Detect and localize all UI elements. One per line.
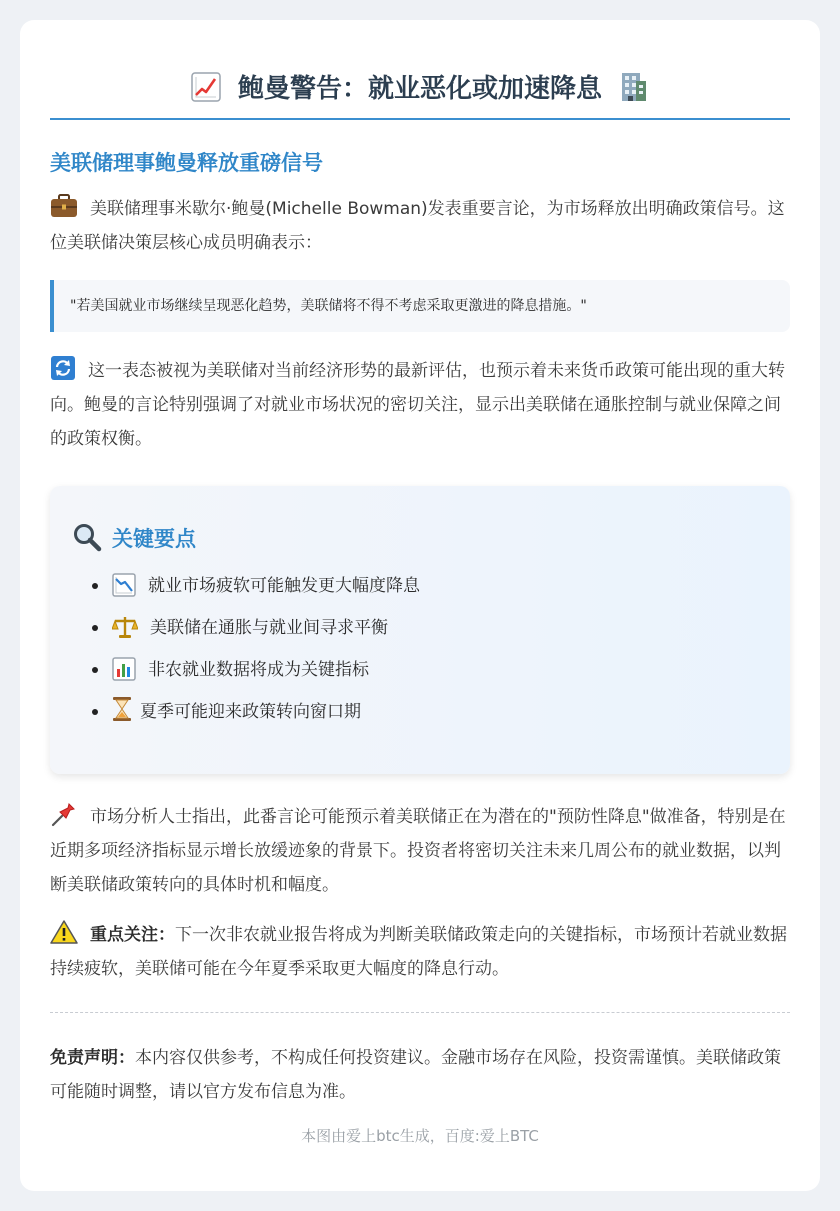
- warning-icon: [50, 919, 78, 945]
- page-title-text: 鲍曼警告：就业恶化或加速降息: [237, 74, 602, 104]
- key-points-title: 关键要点: [112, 527, 196, 551]
- market-paragraph: [50, 800, 790, 902]
- key-points-heading: [72, 524, 768, 555]
- quote-block: "若美国就业市场继续呈现恶化趋势，美联储将不得不考虑采取更激进的降息措施。": [50, 280, 790, 332]
- analysis-text: 这一表态被视为美联储对当前经济形势的最新评估，也预示着未来货币政策可能出现的重大转向。鲍曼的言论特别强调了对就业市场状况的密切关注，显示出美联储在通胀控制与就业保障之间的政策权衡。: [50, 361, 785, 449]
- key-point-item: [90, 607, 768, 649]
- key-point-item: [90, 565, 768, 607]
- key-point-text: 夏季可能迎来政策转向窗口期: [140, 702, 361, 722]
- disclaimer-paragraph: [50, 1041, 790, 1109]
- magnifier-icon: [72, 522, 102, 552]
- section-heading: 美联储理事鲍曼释放重磅信号: [50, 151, 323, 175]
- key-points-box: [50, 486, 790, 774]
- disclaimer-label: 免责声明：: [50, 1048, 135, 1068]
- chart-increasing-icon: [191, 72, 221, 102]
- briefcase-icon: [50, 194, 78, 218]
- office-building-icon: [619, 71, 649, 103]
- article-card: [20, 20, 820, 1191]
- key-point-text: 非农就业数据将成为关键指标: [148, 660, 369, 680]
- page-title: [50, 72, 790, 120]
- intro-paragraph: [50, 192, 790, 260]
- disclaimer-text: 本内容仅供参考，不构成任何投资建议。金融市场存在风险，投资需谨慎。美联储政策可能随时调整，请以官方发布信息为准。: [50, 1048, 781, 1102]
- footer-credit: 本图由爱上btc生成，百度:爱上BTC: [301, 1127, 539, 1145]
- focus-label: 重点关注：: [90, 925, 175, 945]
- key-point-text: 美联储在通胀与就业间寻求平衡: [150, 618, 388, 638]
- intro-text: 美联储理事米歇尔·鲍曼(Michelle Bowman)发表重要言论，为市场释放出明确政策信号。这位美联储决策层核心成员明确表示：: [50, 199, 785, 253]
- divider: [50, 1012, 790, 1013]
- arrows-cycle-icon: [50, 355, 76, 381]
- hourglass-icon: [112, 696, 132, 722]
- key-point-text: 就业市场疲软可能触发更大幅度降息: [148, 576, 420, 596]
- focus-text: 下一次非农就业报告将成为判断美联储政策走向的关键指标，市场预计若就业数据持续疲软，美联储可能在今年夏季采取更大幅度的降息行动。: [50, 925, 787, 979]
- bar-chart-icon: [112, 655, 136, 679]
- pushpin-icon: [50, 800, 78, 828]
- key-point-item: [90, 649, 768, 691]
- key-points-list: [72, 565, 768, 733]
- analysis-paragraph: [50, 354, 790, 456]
- focus-paragraph: [50, 918, 790, 986]
- market-text: 市场分析人士指出，此番言论可能预示着美联储正在为潜在的"预防性降息"做准备，特别是在近期多项经济指标显示增长放缓迹象的背景下。投资者将密切关注未来几周公布的就业数据，以判断美联储政策转向的具体时机和幅度。: [50, 807, 786, 895]
- balance-scale-icon: [112, 613, 138, 637]
- chart-decreasing-icon: [112, 571, 136, 595]
- key-point-item: [90, 691, 768, 733]
